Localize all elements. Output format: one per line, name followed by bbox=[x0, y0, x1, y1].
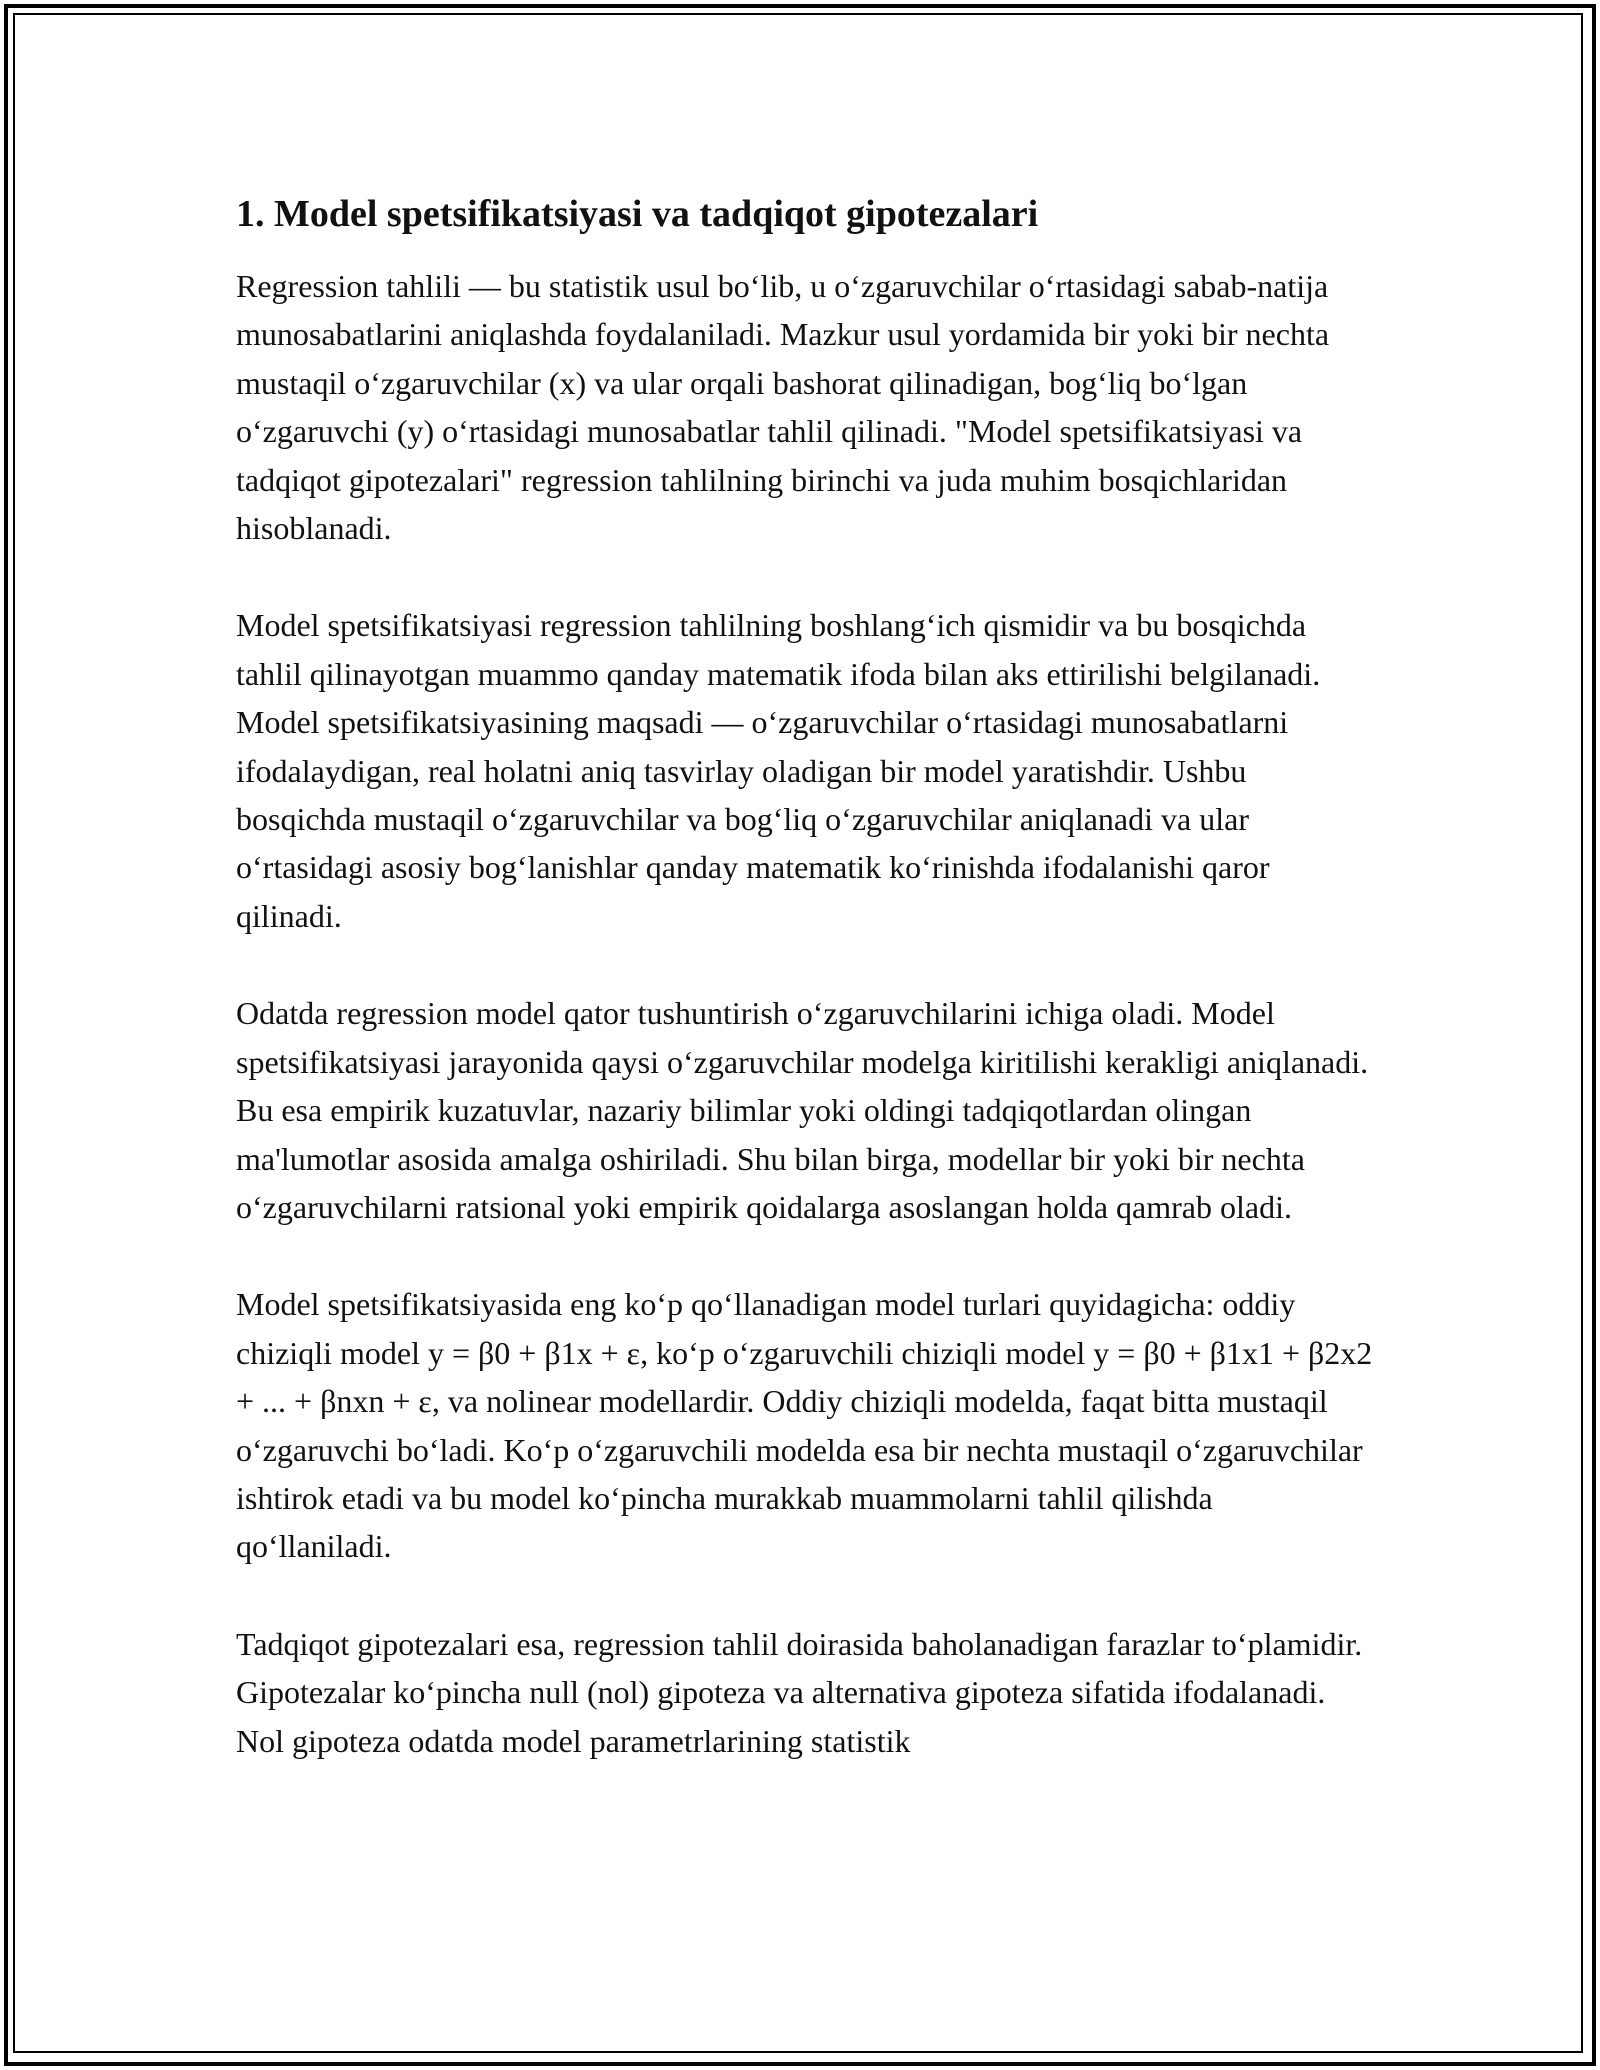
document-body bbox=[236, 186, 1376, 1814]
section-heading: 1. Model spetsifikatsiyasi va tadqiqot gipotezalari bbox=[236, 193, 1039, 235]
paragraph-explanatory-variables: Odatda regression model qator tushuntirish o‘zgaruvchilarini ichiga oladi. Model spetsifikatsiyasi jarayonida qaysi o‘zgaruvchilar modelga kiritilishi kerakligi aniqlanadi. Bu esa empirik kuzatuvlar, nazariy bilimlar yoki oldingi tadqiqotlardan olingan ma'lumotlar asosida amalga oshiriladi. Shu bilan birga, modellar bir yoki bir nechta o‘zgaruvchilarni ratsional yoki empirik qoidalarga asoslangan holda qamrab oladi. bbox=[236, 995, 1369, 1225]
paragraph-research-hypotheses: Tadqiqot gipotezalari esa, regression tahlil doirasida baholanadigan farazlar to‘plamidir. Gipotezalar ko‘pincha null (nol) gipoteza va alternativa gipoteza sifatida ifodalanadi. Nol gipoteza odatda model parametrlarining statistik bbox=[236, 1625, 1363, 1759]
paragraph-model-types: Model spetsifikatsiyasida eng ko‘p qo‘llanadigan model turlari quyidagicha: oddiy chiziqli model y = β0 + β1x + ε, ko‘p o‘zgaruvchili chiziqli model y = β0 + β1x1 + β2x2 + ... + βnxn + ε, va nolinear modellardir. Oddiy chiziqli modelda, faqat bitta mustaqil o‘zgaruvchi bo‘ladi. Ko‘p o‘zgaruvchili modelda esa bir nechta mustaqil o‘zgaruvchilar ishtirok etadi va bu model ko‘pincha murakkab muammolarni tahlil qilishda qo‘llaniladi. bbox=[236, 1286, 1373, 1565]
paragraph-regression-intro: Regression tahlili — bu statistik usul bo‘lib, u o‘zgaruvchilar o‘rtasidagi sabab-natija munosabatlarini aniqlashda foydalaniladi. Mazkur usul yordamida bir yoki bir nechta mustaqil o‘zgaruvchilar (x) va ular orqali bashorat qilinadigan, bog‘liq bo‘lgan o‘zgaruvchi (y) o‘rtasidagi munosabatlar tahlil qilinadi. "Model spetsifikatsiyasi va tadqiqot gipotezalari" regression tahlilning birinchi va juda muhim bosqichlaridan hisoblanadi. bbox=[236, 268, 1330, 547]
paragraph-model-specification: Model spetsifikatsiyasi regression tahlilning boshlang‘ich qismidir va bu bosqichda tahlil qilinayotgan muammo qanday matematik ifoda bilan aks ettirilishi belgilanadi. Model spetsifikatsiyasining maqsadi — o‘zgaruvchilar o‘rtasidagi munosabatlarni ifodalaydigan, real holatni aniq tasvirlay oladigan bir model yaratishdir. Ushbu bosqichda mustaqil o‘zgaruvchilar va bog‘liq o‘zgaruvchilar aniqlanadi va ular o‘rtasidagi asosiy bog‘lanishlar qanday matematik ko‘rinishda ifodalanishi qaror qilinadi. bbox=[236, 607, 1321, 934]
